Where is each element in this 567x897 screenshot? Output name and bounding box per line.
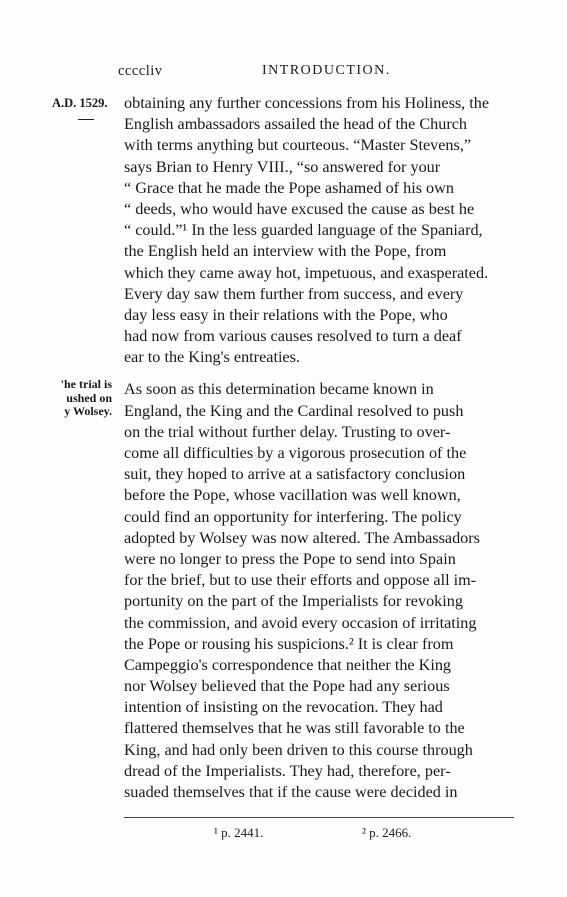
text-line: were no longer to press the Pope to send into Spain bbox=[124, 549, 456, 568]
margin-date: A.D. 1529. bbox=[52, 96, 108, 110]
text-line: with terms anything but courteous. “Master Stevens,” bbox=[124, 136, 472, 155]
text-line: nor Wolsey believed that the Pope had any serious bbox=[124, 677, 450, 696]
text-line: adopted by Wolsey was now altered. The Ambassadors bbox=[124, 528, 480, 547]
sidenote-line: 'he trial is bbox=[60, 377, 112, 391]
text-line: As soon as this determination became known in bbox=[124, 380, 434, 399]
footnote-2: ² p. 2466. bbox=[362, 825, 412, 840]
margin-sidenote bbox=[0, 378, 112, 419]
text-line: flattered themselves that he was still favorable to the bbox=[124, 719, 465, 738]
text-line: the Pope or rousing his suspicions.² It is clear from bbox=[124, 634, 454, 653]
running-title: INTRODUCTION. bbox=[262, 63, 391, 78]
text-line: day less easy in their relations with the Pope, who bbox=[124, 305, 448, 324]
text-line: portunity on the part of the Imperialists for revoking bbox=[124, 592, 463, 611]
text-line: obtaining any further concessions from his Holiness, the bbox=[124, 94, 490, 112]
text-line: “ deeds, who would have excused the cause as best he bbox=[124, 199, 475, 218]
text-line: Campeggio's correspondence that neither the King bbox=[124, 655, 452, 674]
sidenote-line: ushed on bbox=[66, 390, 112, 405]
text-line: English ambassadors assailed the head of the Church bbox=[124, 115, 467, 134]
text-line: come all difficulties by a vigorous prosecution of the bbox=[124, 444, 467, 462]
footnote-1: ¹ p. 2441. bbox=[214, 825, 264, 840]
text-line: intention of insisting on the revocation. They had bbox=[124, 698, 443, 717]
text-line: Every day saw them further from success, and every bbox=[124, 284, 464, 303]
footnote-rule bbox=[124, 817, 514, 818]
text-line: “ could.”¹ In the less guarded language of the Spaniard, bbox=[124, 221, 483, 240]
margin-rule bbox=[78, 119, 94, 120]
text-line: which they came away hot, impetuous, and exasperated. bbox=[124, 263, 489, 282]
text-line: for the brief, but to use their efforts and oppose all im- bbox=[124, 571, 477, 590]
text-line: on the trial without further delay. Trusting to over- bbox=[124, 422, 451, 441]
text-line: before the Pope, whose vacillation was well known, bbox=[124, 486, 461, 505]
text-line: King, and had only been driven to this course through bbox=[124, 740, 473, 759]
text-line: could find an opportunity for interfering. The policy bbox=[124, 507, 462, 526]
page-number: ccccliv bbox=[118, 63, 163, 79]
text-line: England, the King and the Cardinal resolved to push bbox=[124, 401, 464, 420]
text-line: the commission, and avoid every occasion of irritating bbox=[124, 613, 477, 632]
text-line: “ Grace that he made the Pope ashamed of his own bbox=[124, 178, 454, 197]
body-text bbox=[124, 93, 514, 803]
text-line: suit, they hoped to arrive at a satisfactory conclusion bbox=[124, 465, 466, 484]
sidenote-line: y Wolsey. bbox=[64, 404, 112, 418]
text-line: had now from various causes resolved to turn a deaf bbox=[124, 327, 462, 346]
text-line: dread of the Imperialists. They had, therefore, per- bbox=[124, 761, 451, 780]
text-line: says Brian to Henry VIII., “so answered for your bbox=[124, 157, 441, 176]
text-line: the English held an interview with the Pope, from bbox=[124, 242, 447, 261]
page-header bbox=[0, 63, 567, 85]
text-line: ear to the King's entreaties. bbox=[124, 348, 300, 367]
text-line: suaded themselves that if the cause were decided in bbox=[124, 783, 458, 801]
